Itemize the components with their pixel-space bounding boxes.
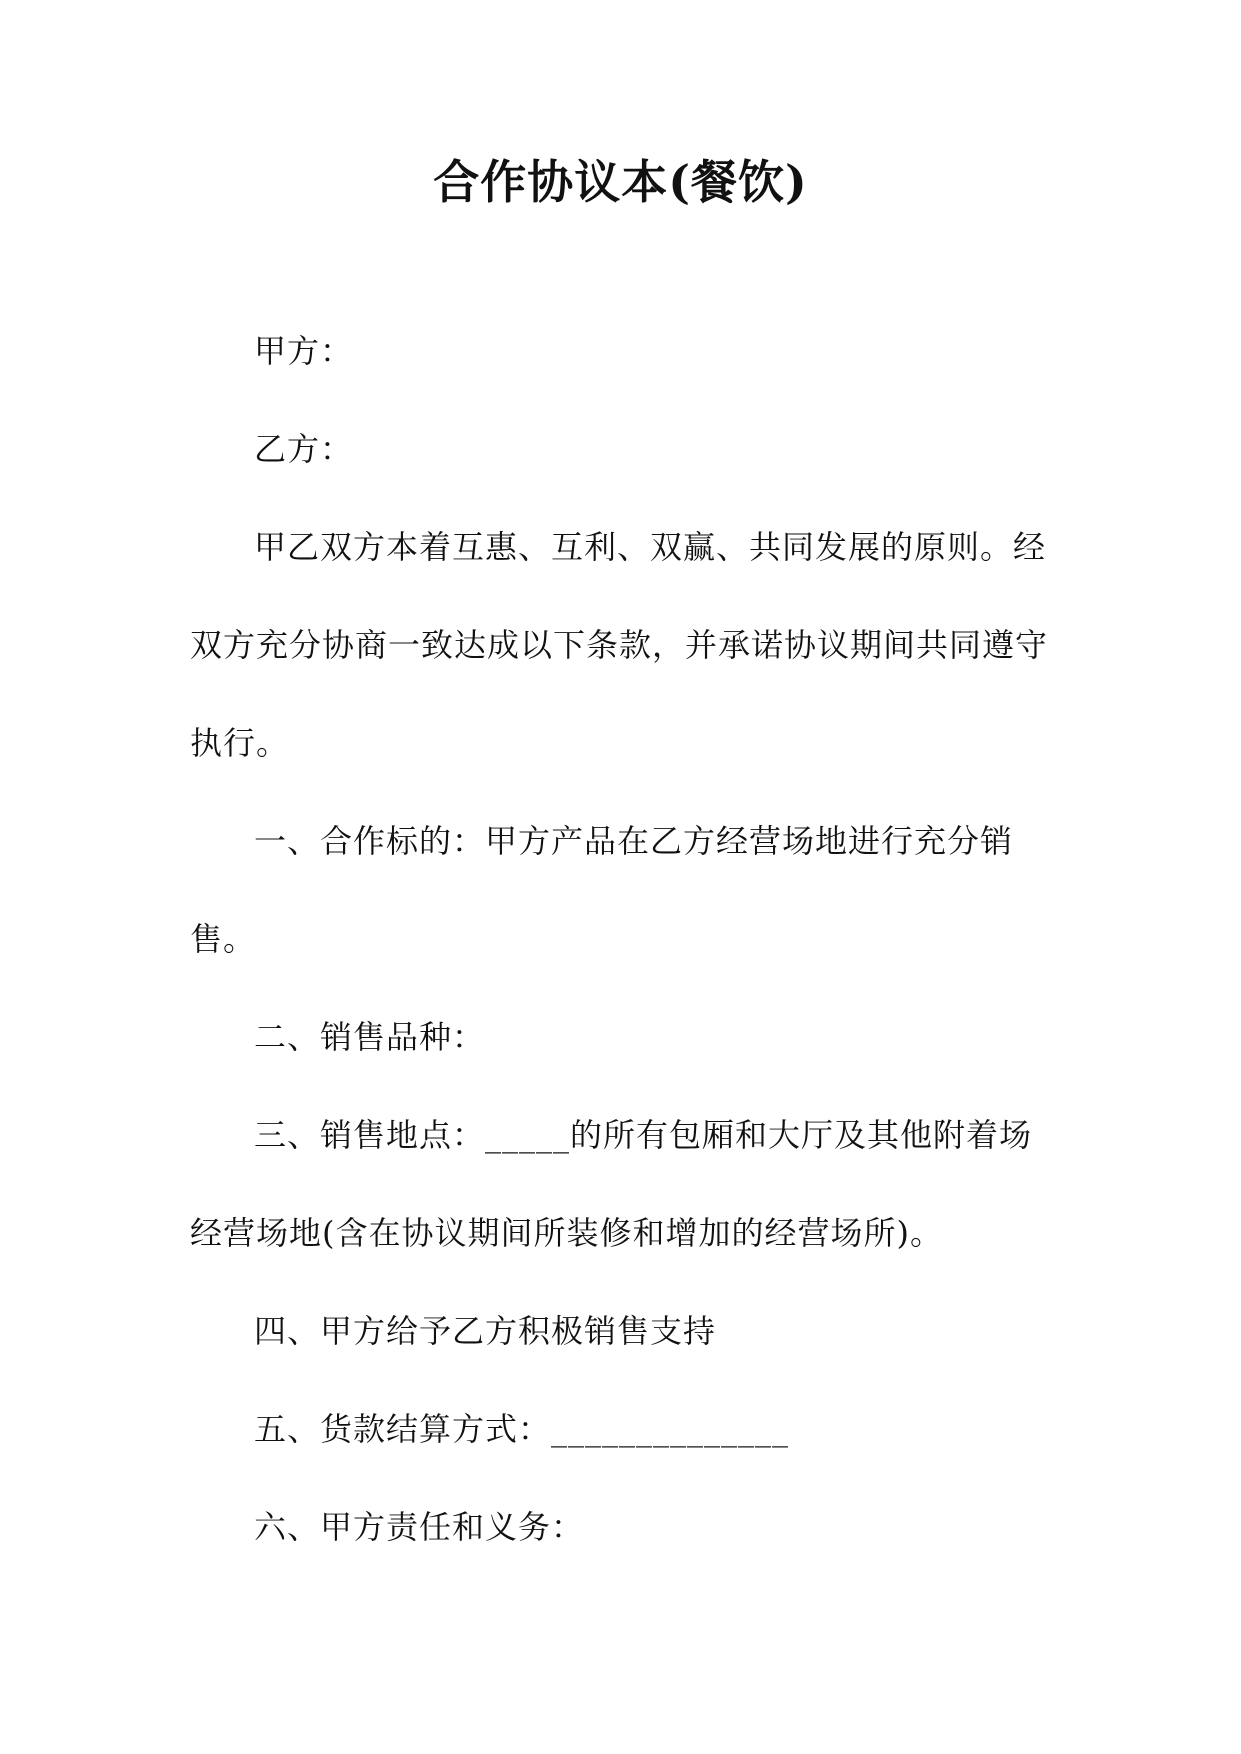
clause-3-sales-location: 三、销售地点：_____的所有包厢和大厅及其他附着场经营场地(含在协议期间所装修和增加的经营场所)。: [190, 1116, 1033, 1252]
document-title: 合作协议本(餐饮): [433, 155, 808, 209]
party-a-line: 甲方：: [254, 332, 354, 370]
preamble-paragraph: 甲乙双方本着互惠、互利、双赢、共同发展的原则。经双方充分协商一致达成以下条款，并承诺协议期间共同遵守执行。: [190, 528, 1049, 762]
clause-1-cooperation-subject: 一、合作标的：甲方产品在乙方经营场地进行充分销售。: [190, 822, 1014, 958]
clause-6-party-a-duties: 六、甲方责任和义务：: [254, 1508, 585, 1546]
party-b-line: 乙方：: [254, 430, 354, 468]
document-body: [190, 302, 1050, 1576]
clause-5-settlement-method: 五、货款结算方式：______________: [254, 1410, 790, 1448]
clause-2-sales-varieties: 二、销售品种：: [254, 1018, 486, 1056]
clause-4-sales-support: 四、甲方给予乙方积极销售支持: [254, 1312, 717, 1350]
